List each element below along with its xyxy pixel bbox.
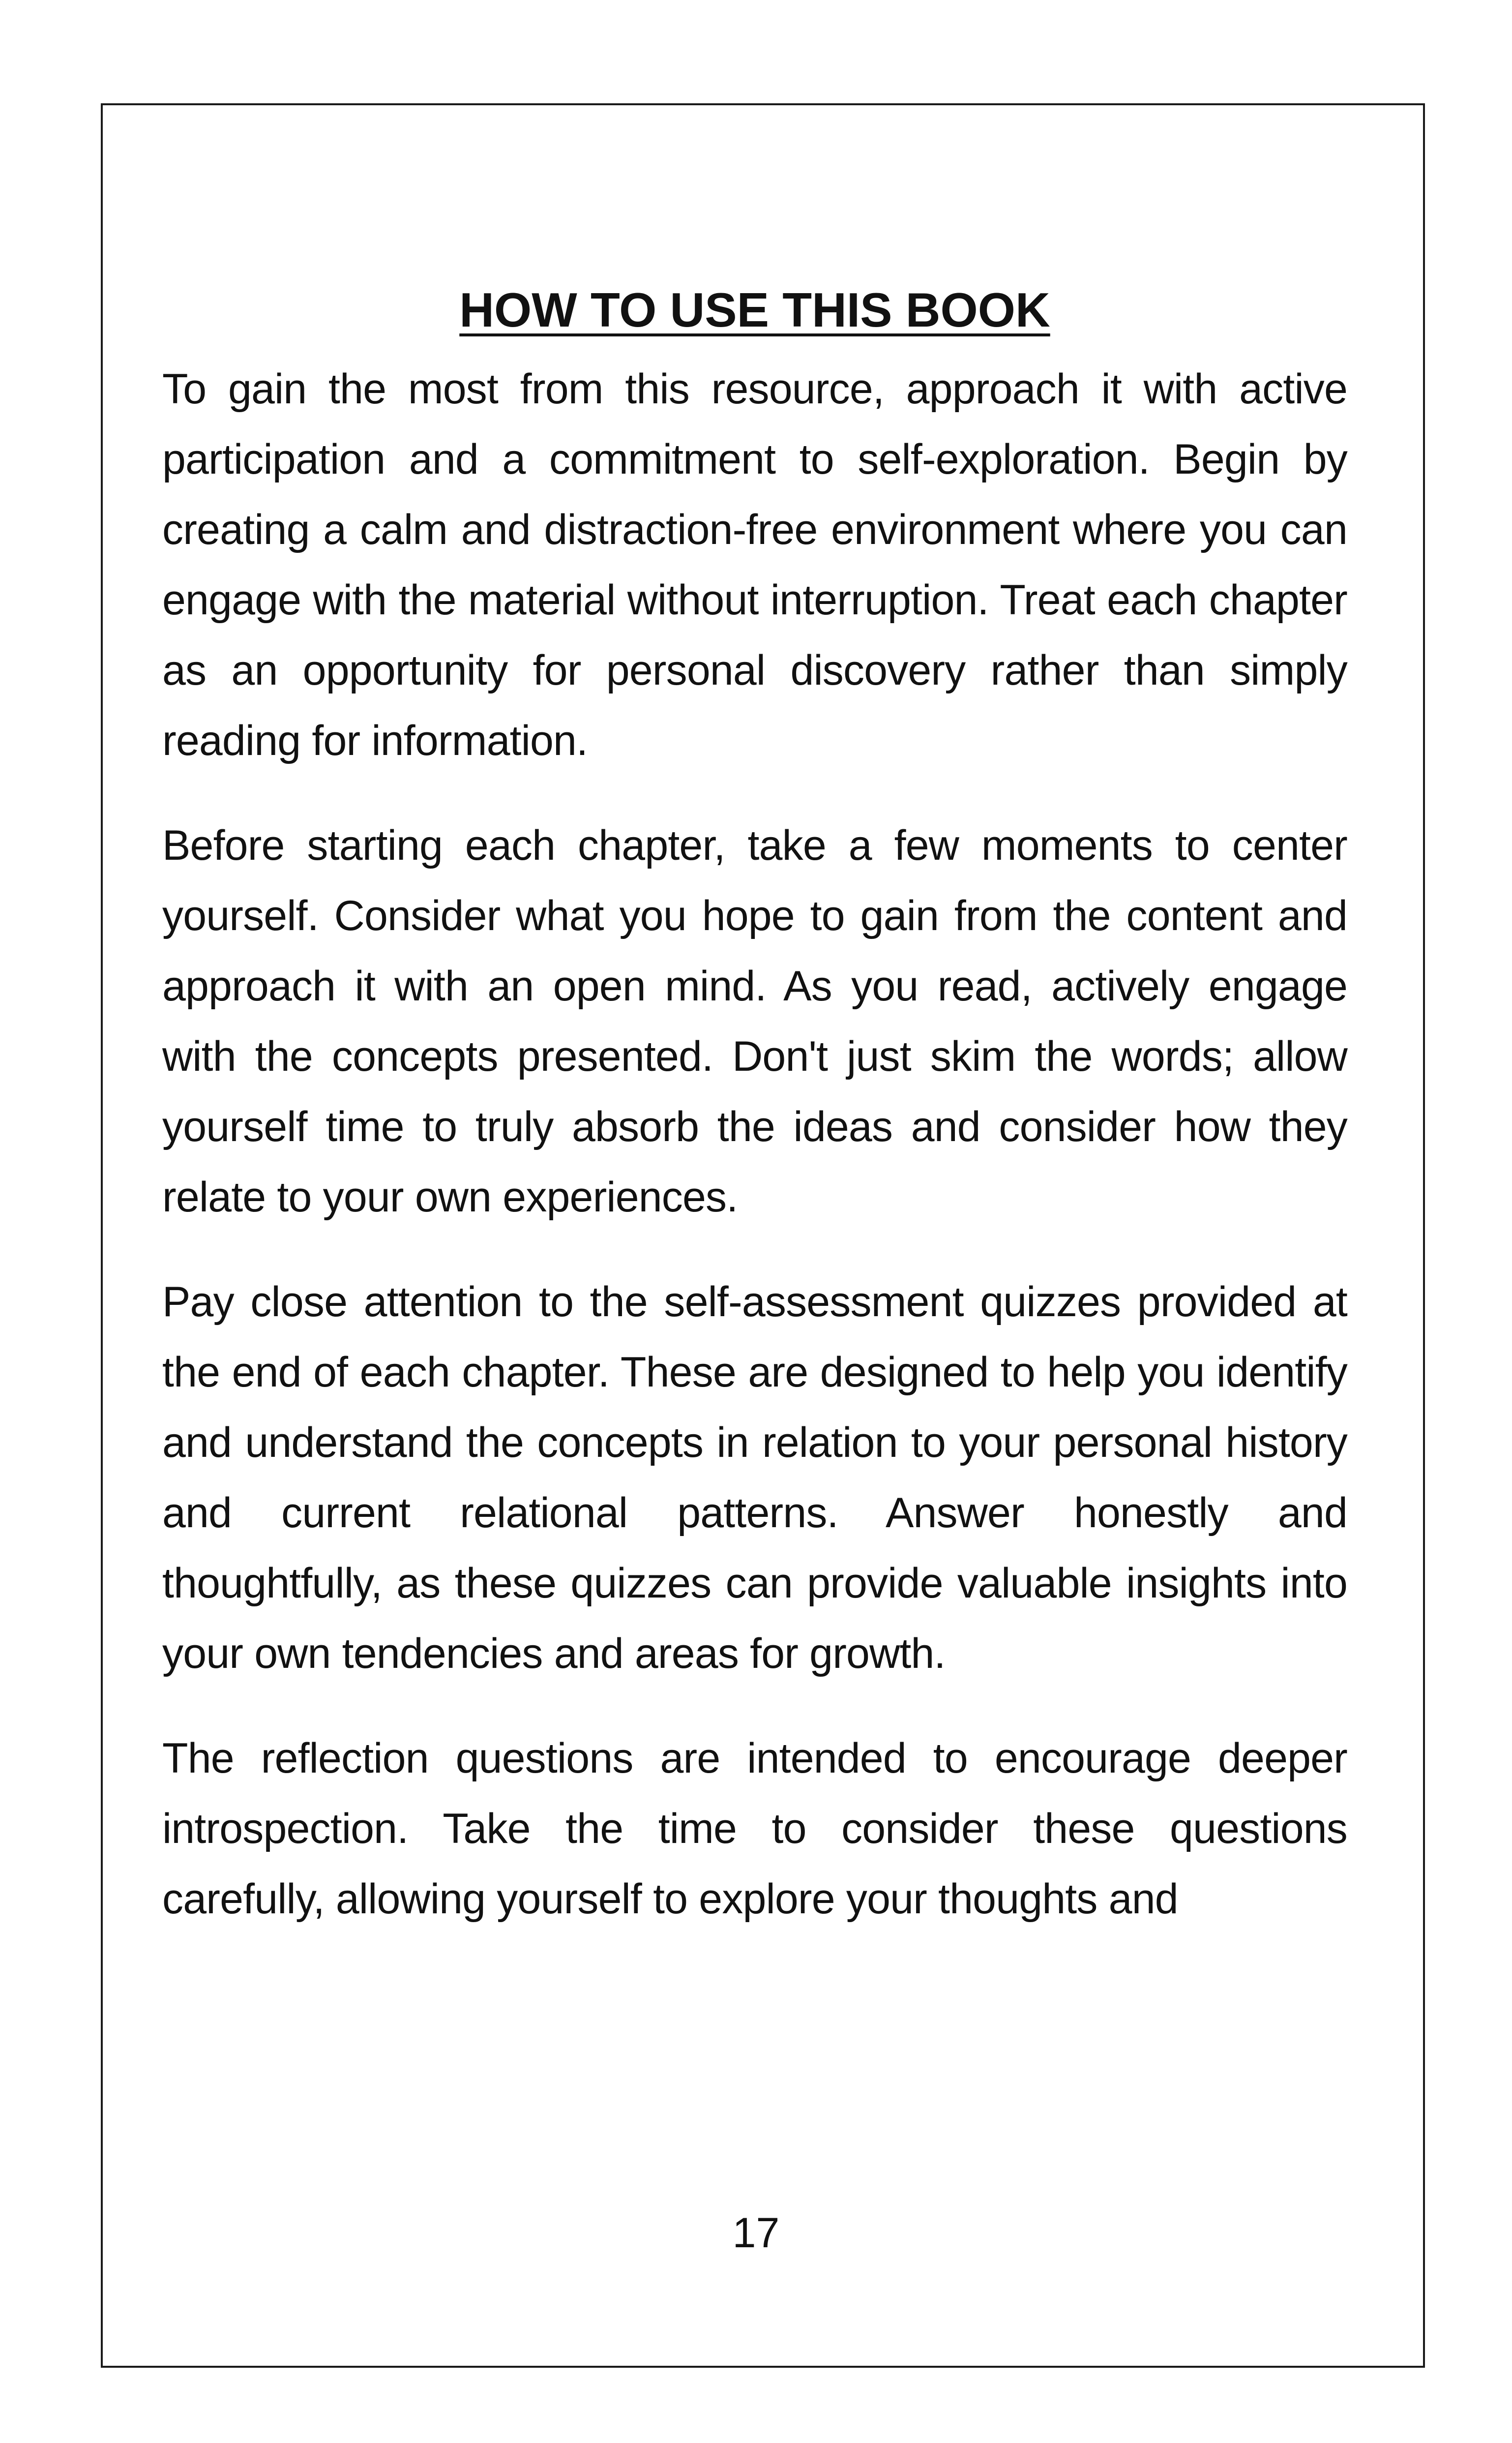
paragraph-1: To gain the most from this resource, approach it with active participation and a commitment to self-exploration. Begin by creating a calm and distraction-free environment where you can engage with the material without interruption. Treat each chapter as an opportunity for personal discovery rather than simply reading for information. xyxy=(162,365,1347,764)
page-content xyxy=(162,275,1347,1969)
page-title: HOW TO USE THIS BOOK xyxy=(459,283,1050,337)
page-number: 17 xyxy=(732,2209,780,2257)
paragraph-2: Before starting each chapter, take a few moments to center yourself. Consider what you hope to gain from the content and approach it with an open mind. As you read, actively engage with the concepts presented. Don't just skim the words; allow yourself time to truly absorb the ideas and consider how they relate to your own experiences. xyxy=(162,822,1347,1221)
paragraph-4: The reflection questions are intended to encourage deeper introspection. Take the time to consider these questions carefully, allowing yourself to explore your thoughts and xyxy=(162,1735,1347,1923)
paragraph-3: Pay close attention to the self-assessment quizzes provided at the end of each chapter. These are designed to help you identify and understand the concepts in relation to your personal history and current relational patterns. Answer honestly and thoughtfully, as these quizzes can provide valuable insights into your own tendencies and areas for growth. xyxy=(162,1278,1347,1677)
